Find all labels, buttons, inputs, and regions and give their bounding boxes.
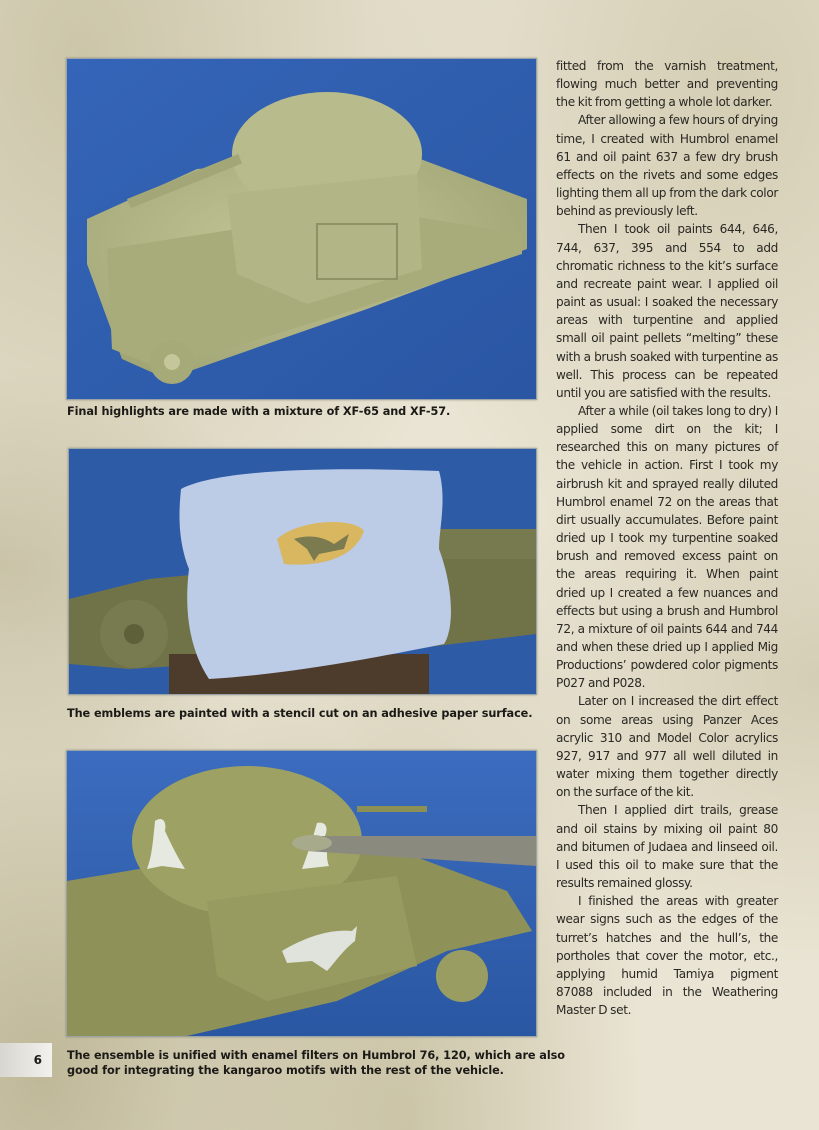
stencil-mask-image (69, 449, 536, 694)
body-paragraph: After a while (oil takes long to dry) I applied some dirt on the kit; I researched this on many pictures of the vehicle in action. First I took my airbrush kit and sprayed really diluted Humbrol enamel 72 on the areas that dirt usually accumulates. Before paint dried up I took my turpentine soaked brush and removed excess paint on the areas requiring it. When paint dried up I created a few nuances and effects but using a brush and Humbrol 72, a mixture of oil paints 644 and 744 and when these dried up I applied Mig Productions’ powdered color pigments P027 and P028. (556, 403, 778, 691)
body-paragraph: Then I took oil paints 644, 646, 744, 637, 395 and 554 to add chromatic richness to the kit’s surface and recreate paint wear. I applied oil paint as usual: I soaked the necessary areas with turpentine and applied small oil paint pellets “melting” these with a brush soaked with turpentine as well. This process can be repeated until you are satisfied with the results. (556, 222, 778, 400)
body-paragraph: I finished the areas with greater wear signs such as the edges of the turret’s hatches and the hull’s, the portholes that cover the motor, etc., applying humid Tamiya pigment 87088 included in the Weathering Master D set. (556, 894, 778, 1018)
page-number-tab (0, 1043, 52, 1077)
caption-line: The ensemble is unified with enamel filters on Humbrol 76, 120, which are also (67, 1049, 565, 1062)
kangaroo-tank-brush-image (67, 751, 536, 1036)
photo-stencil-masking (68, 448, 537, 695)
tank-top-view-image (67, 59, 536, 399)
body-paragraph: fitted from the varnish treatment, flowing much better and preventing the kit from getting a whole lot darker. (556, 59, 778, 110)
body-paragraph: After allowing a few hours of drying time, I created with Humbrol enamel 61 and oil paint 637 a few dry brush effects on the rivets and some edges lighting them all up from the dark color behind as previously left. (556, 113, 778, 219)
body-paragraph: Later on I increased the dirt effect on some areas using Panzer Aces acrylic 310 and Model Color acrylics 927, 917 and 977 all well diluted in water mixing them together directly on the surface of the kit. (556, 694, 778, 800)
page-number: 6 (33, 1053, 42, 1067)
body-paragraph: Then I applied dirt trails, grease and oil stains by mixing oil paint 80 and bitumen of Judaea and linseed oil. I used this oil to make sure that the results remained glossy. (556, 803, 778, 891)
body-text-column (556, 57, 778, 1019)
photo-enamel-filter-brush (66, 750, 537, 1037)
figure-caption: The emblems are painted with a stencil cut on an adhesive paper surface. (67, 707, 533, 720)
caption-line: good for integrating the kangaroo motifs with the rest of the vehicle. (67, 1064, 504, 1077)
photo-tank-highlights (66, 58, 537, 400)
figure-caption (67, 1048, 565, 1078)
figure-caption: Final highlights are made with a mixture of XF-65 and XF-57. (67, 405, 451, 418)
